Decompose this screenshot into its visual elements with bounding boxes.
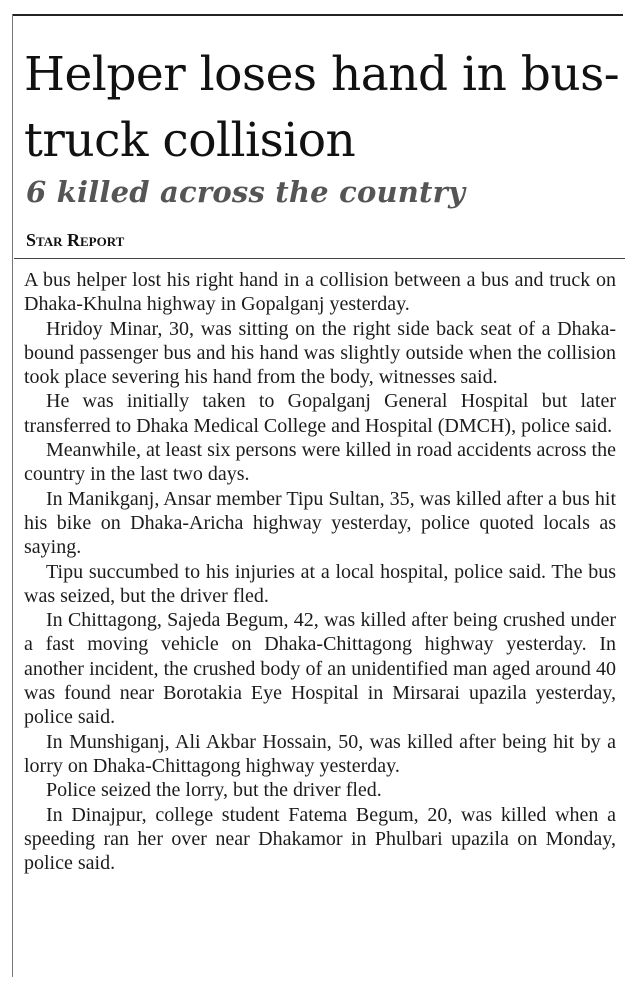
paragraph: Meanwhile, at least six persons were killed in road accidents across the country in the last two days. (24, 439, 616, 486)
paragraph: In Manikganj, Ansar member Tipu Sultan, 35, was killed after a bus hit his bike on Dhaka-Aricha highway yesterday, police quoted locals as saying. (24, 487, 616, 559)
paragraph: Tipu succumbed to his injuries at a local hospital, police said. The bus was seized, but the driver fled. (24, 560, 616, 607)
paragraph: A bus helper lost his right hand in a collision between a bus and truck on Dhaka-Khulna highway in Gopalganj yesterday. (24, 269, 616, 316)
paragraph: In Chittagong, Sajeda Begum, 42, was killed after being crushed under a fast moving vehicle on Dhaka-Chittagong highway yesterday. In another incident, the crushed body of an unidentified man aged around 40 was found near Borotakia Eye Hospital in Mirsarai upazila yesterday, police said. (24, 609, 616, 729)
paragraph: Hridoy Minar, 30, was sitting on the right side back seat of a Dhaka-bound passenger bus and his hand was slightly outside when the collision took place severing his hand from the body, witnesses said. (24, 317, 616, 389)
paragraph: In Munshiganj, Ali Akbar Hossain, 50, was killed after being hit by a lorry on Dhaka-Chittagong highway yesterday. (24, 730, 616, 777)
paragraph: In Dinajpur, college student Fatema Begum, 20, was killed when a speeding ran her over near Dhakamor in Phulbari upazila on Monday, police said. (24, 803, 616, 875)
subheadline: 6 killed across the country (26, 175, 466, 209)
paragraph: Police seized the lorry, but the driver fled. (46, 779, 382, 802)
byline-rule (14, 258, 625, 259)
column-rule (12, 14, 13, 977)
byline: Star Report (26, 230, 125, 250)
article-body (24, 268, 616, 875)
paragraph: He was initially taken to Gopalganj General Hospital but later transferred to Dhaka Medical College and Hospital (DMCH), police said. (24, 390, 616, 437)
headline: Helper loses hand in bus-truck collision (24, 47, 620, 168)
top-rule (12, 14, 623, 16)
